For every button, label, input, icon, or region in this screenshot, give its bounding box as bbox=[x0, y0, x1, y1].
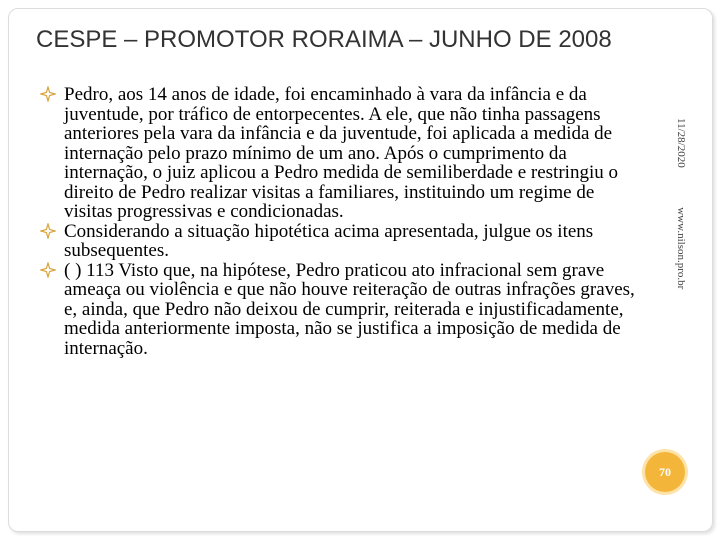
page-number: 70 bbox=[659, 464, 671, 479]
bullet-text: ( ) 113 Visto que, na hipótese, Pedro praticou ato infracional sem grave ameaça ou violência e que não houve reiteração de outras infrações graves, e, ainda, que Pedro não deixou de cumprir, reiterada e injustificadamente, medida anteriormente imposta, não se justifica a imposição de medida de internação. bbox=[64, 259, 635, 359]
bullet-list bbox=[40, 85, 640, 358]
slide-title: CESPE – PROMOTOR RORAIMA – JUNHO DE 2008 bbox=[36, 26, 612, 53]
four-point-star-icon bbox=[40, 262, 56, 278]
four-point-star-icon bbox=[40, 223, 56, 239]
four-point-star-icon bbox=[40, 86, 56, 102]
bullet-item bbox=[40, 222, 640, 261]
bullet-item bbox=[40, 85, 640, 222]
footer-text bbox=[675, 118, 687, 289]
slide-date: 11/28/2020 bbox=[675, 118, 687, 168]
slide-website: www.nilson.pro.br bbox=[675, 207, 687, 290]
bullet-text: Considerando a situação hipotética acima apresentada, julgue os itens subsequentes. bbox=[64, 220, 594, 261]
page-number-badge bbox=[645, 452, 685, 492]
slide-footer-vertical bbox=[674, 118, 688, 290]
bullet-text: Pedro, aos 14 anos de idade, foi encaminhado à vara da infância e da juventude, por tráfico de entorpecentes. A ele, que não tinha passagens anteriores pela vara da infância e da juventude, foi aplicada a medida de internação pelo prazo mínimo de um ano. Após o cumprimento da internação, o juiz aplicou a Pedro medida de semiliberdade e restringiu o direito de Pedro realizar visitas a familiares, instituindo um regime de visitas progressivas e condicionadas. bbox=[64, 84, 618, 222]
bullet-item bbox=[40, 261, 640, 359]
